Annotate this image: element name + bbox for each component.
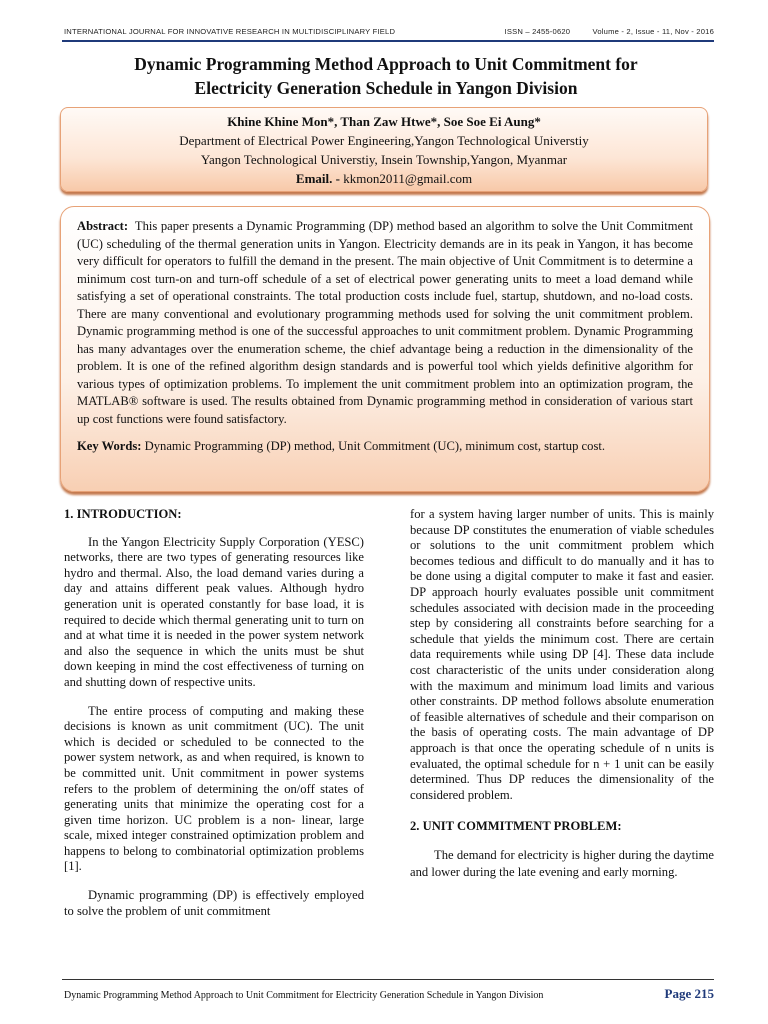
- author-names: Khine Khine Mon*, Than Zaw Htwe*, Soe Soe Ei Aung*: [227, 114, 541, 129]
- keywords-label: Key Words:: [77, 439, 142, 453]
- abstract-box: [60, 206, 710, 492]
- header-divider: [62, 40, 714, 42]
- paragraph: Dynamic programming (DP) is effectively employed to solve the problem of unit commitment: [64, 888, 364, 918]
- page-footer: [64, 986, 714, 1002]
- email-label: Email. -: [295, 171, 340, 186]
- keywords-text: Dynamic Programming (DP) method, Unit Commitment (UC), minimum cost, startup cost.: [144, 439, 605, 453]
- abstract-text: This paper presents a Dynamic Programming (DP) method based an algorithm to solve the Unit Commitment (UC) scheduling of the thermal generation units in Yangon. Electricity demands are in its peak in Yangon, it has become very difficult for operators to fulfill the demand in the present. The main objective of Unit Commitment is to determine a minimum cost turn-on and turn-off schedule of a set of electrical power generating units to meet a load demand while satisfying a set of operational constraints. The total production costs include fuel, startup, shutdown, and no-load costs. There are many conventional and evolutionary programming methods used for solving the unit commitment problem. Dynamic programming method is one of the successful approaches to unit commitment problem. Dynamic Programming has many advantages over the enumeration scheme, the chief advantage being a reduction in the dimensionality of the problem. It is one of the refined algorithm design standards and is powerful tool which yields definitive algorithm for various types of optimization problems. To implement the unit commitment problem into an optimization program, the MATLAB® software is used. The results obtained from Dynamic programming method in consideration of various start up cost functions were found satisfactory.: [77, 219, 693, 426]
- author-box: [60, 107, 708, 192]
- journal-name: INTERNATIONAL JOURNAL FOR INNOVATIVE RESEARCH IN MULTIDISCIPLINARY FIELD: [64, 27, 396, 36]
- journal-header: [64, 27, 714, 36]
- paragraph: for a system having larger number of units. This is mainly because DP constitutes the enumeration of viable schedules or solutions to the unit commitment problem which becomes tedious and difficult to do manually and it has to be done using a digital computer to make it fast and easier. DP approach hourly evaluates possible unit commitment schedules associated with decision made in the proceeding step by considering all constraints before searching for a schedule that yields the minimum cost. There are certain data requirements while using DP [4]. These data include cost characteristic of the units under consideration along with the maximum and minimum load limits and various other constraints. DP method follows absolute enumeration of feasible alternatives of schedule and their comparison on the basis of operating costs. The main advantage of DP approach is that once the operating schedule of n units is evaluated, the optimal schedule for n + 1 unit can be easily determined. Thus DP reduces the dimensionality of the considered problem.: [410, 507, 714, 802]
- paragraph: The demand for electricity is higher during the daytime and lower during the late evening and early morning.: [410, 847, 714, 880]
- right-column: [410, 507, 714, 895]
- paper-title: [60, 52, 712, 100]
- abstract-label: Abstract:: [77, 219, 129, 233]
- section-heading-unit-commitment: 2. UNIT COMMITMENT PROBLEM:: [410, 819, 622, 834]
- author-email: [61, 169, 707, 188]
- left-column: [64, 507, 364, 932]
- section-heading-introduction: 1. INTRODUCTION:: [64, 507, 182, 521]
- paragraph: In the Yangon Electricity Supply Corporation (YESC) networks, there are two types of generating resources like hydro and thermal. Also, the load demand varies during a day and attains different peak values. Although hydro generation unit is operated constantly for base load, it is required to decide which thermal generating unit to turn on and at what time it is needed in the power system network and also the sequence in which the units must be shut down keeping in mind the cost effectiveness of turning on and shutting down of respective units.: [64, 534, 364, 689]
- paragraph: The entire process of computing and making these decisions is known as unit commitment (UC). The unit which is decided or scheduled to be connected to the power system network, as and when required, is known to be committed unit. Unit commitment in power systems refers to the problem of determining the on/off states of generating units that minimize the operating cost for a given time horizon. UC problem is a non- linear, large scale, mixed integer constrained optimization problem and happens to belong to combinatorial optimization problems [1].: [64, 703, 364, 874]
- title-line-2: Electricity Generation Schedule in Yangon Division: [194, 78, 578, 98]
- email-address[interactable]: kkmon2011@gmail.com: [343, 171, 473, 186]
- abstract: [77, 218, 693, 428]
- issn: ISSN – 2455-0620: [504, 27, 571, 36]
- page-number: Page 215: [664, 986, 714, 1001]
- volume-issue: Volume - 2, Issue - 11, Nov - 2016: [592, 27, 714, 36]
- author-department: Department of Electrical Power Engineering,Yangon Technological Universtiy: [179, 133, 589, 148]
- title-line-1: Dynamic Programming Method Approach to Unit Commitment for: [134, 54, 638, 74]
- footer-divider: [62, 979, 714, 980]
- author-address: Yangon Technological Universtiy, Insein Township,Yangon, Myanmar: [200, 152, 568, 167]
- footer-title: Dynamic Programming Method Approach to Unit Commitment for Electricity Generation Schedule in Yangon Division: [64, 990, 544, 1001]
- keywords: [77, 438, 693, 456]
